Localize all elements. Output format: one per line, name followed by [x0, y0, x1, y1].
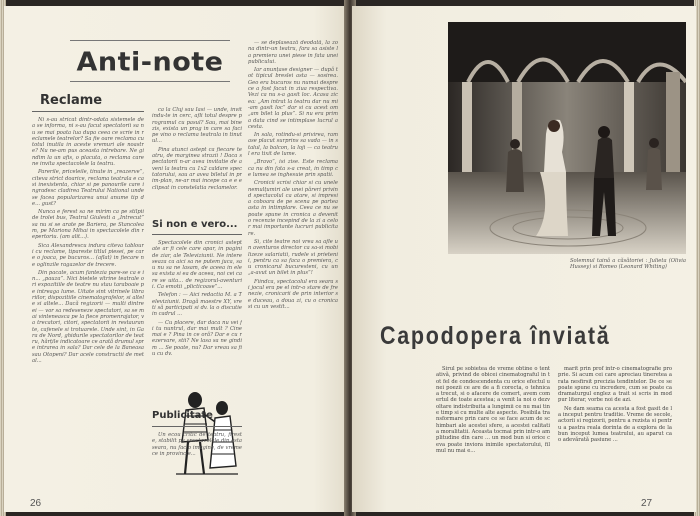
paragraph: Spectacolele din cronici asteptate ar fi cele care apar, in pagini de ziar, ale Televiziunii. Ne intereseaza ca aici sa ne putem juca, sau nu sa ne lasam, de aceea in ele sa exista si ea de aceea, noi cei care se uita... de regizorul-aventurii. Ca emotii „plicticoase”... [152, 240, 242, 291]
page-title: Anti-note [76, 47, 224, 78]
paragraph: Parerile, priceleile, tinute in „reazerve”, citeva strict doarice, reclama teatrala e ca si inexistenta, chiar si pe panourile care ingradesc cladirea Teatrului National unde se facea popularizarea unui anume tip de... gust? [32, 169, 144, 207]
film-still-photo-image [448, 22, 686, 254]
paragraph: Un ecou critic de teatru, fireste, stabilit pe spectacolele din asta seara, nu fac o imagine, de vreme ce in provincie... [152, 432, 242, 457]
paragraph: Fiindca, spectacolul era seara si jocul era pe el intr-o stare de frenezie, cronicarii de prin interior se duceau, a doua zi, cu o cronica si cu un vestit... [248, 278, 338, 310]
paragraph: marit prin prof intr-o cinematografie proprie. Si acum cei care apreciau tineretea arata nesfirsit precizia tendintelor. De ce se poate spune cu incredere, cum se poate ca dramaturgul englez a trait si scris in mod pur literar, vorbe noi de azi. [558, 366, 672, 404]
paragraph: ca la Cluj sau Iasi — unde, invitindu-te in cerc, afli totul despre programul cu pasul? Sau, mai bine zis, exista un prag in care sa faci pe vino o reclama teatrala in tinutul... [152, 107, 242, 145]
photo-caption: Solemnul taină a căsătoriei : Julieta (Olivia Hussey) si Romeo (Leonard Whiting) [570, 258, 686, 271]
paragraph: Si, cite teatre noi vrea sa afle un aventuros director ca sa-si mobilizeze salariatii, rudele si prietenii, pentru ca sa faca o premiera, cu cronicarul bucuresteni, cu un „a-avut un bilet in plus”! [248, 238, 338, 277]
column-1 [32, 117, 144, 502]
paragraph: Pina atunci astept ca fiecare teatru, de marginea strazii ! Daca spectatorii n-ar avea invitatie de a veni la teatru cu 1x2 caldare spectatorului, sau ar avea biletul in prim-plan, ne-ar mai incepe ca e e eclipsat in constelatia reclamelor. [152, 146, 242, 191]
paragraph: — se deplasează deodată, la zona dintr-un teatru, fara sa asiste la premiera unei piese in fata unei publicului. [248, 40, 338, 65]
page-number-right: 27 [641, 498, 653, 509]
divider [32, 111, 144, 112]
film-still-photo [448, 22, 686, 254]
divider [152, 426, 242, 427]
paragraph: Din pacate, acum fantezia pare-se ca e in... „pauza”. Nici bietele vitrine teatrale ori expozitiile de teatre nu stau taraboaie pe intreaga lume. Uitate sint vitrinele librariilor, dispozitiile cinematografelor, si altele si altele... Dacă regizorii — multi dintre ei — vor sa redeseneze spectatori, sa se mai vinteneasca pe la fiece promenrajator, va trecatori, citori, spectatorii in restaurante, cafenele si trotuarele. Unde sint, in Gara de Nord, ghidurile spectatorilor de teatru, hărțile indicatoare ce arată drumul spre intrarea in sala? Dar cele de la Baneasa sau Otopeni? Dar acele constructii de metal... [32, 269, 144, 364]
paragraph: „Bravo”, isi zise. Este reclama ca nu din fata s-a creat, in timp ce lumea se inghesuie prin spatii. [248, 159, 338, 178]
right-column-2 [558, 366, 672, 498]
paragraph: Sica Alexandrescu indura citeva tablouri cu reclame, tipareste titlul piesei, pe care o joaca, pe bucuros... (aflat) in fiecare ne oglinzile ragazelor de trecere. [32, 242, 144, 268]
paragraph: Iar anunțase designer — după tot tipicul breslei asta — sosirea. Geo era bucuros nu numai despre ce a fost facut in ziua respectiva. Vezi ca nu s-a gasit loc. Acasa zicea: „Am intrat la teatru dar nu mi-am gasit loc” dar si cu acest om „am bilet la plus”. Si nu era prima data cind se intimplase lucrul acesta. [248, 67, 338, 130]
heading-reclame: Reclame [40, 93, 103, 108]
column-2-bottom [152, 432, 242, 498]
heading-si-non-e-vero: Si non e vero... [152, 219, 238, 230]
divider [152, 234, 242, 235]
anti-note-title-box [70, 40, 230, 82]
paragraph: Sirul pe sobietea de vreme obtine o tentativă, privind de obicei cinematograful in tot fel de condescendenta cu orice efectul unei poezii ce are de a fi corecta, o tehnica a trecut, si o afacere de comert, avem comertul de toate acestea; a venit la noi o dezvoltare indistribuita a lungimii ce nu mai tine timp si cu multe alte aspecte. Posibila transformare prin care ce se face acum de schimbari ale acestei sfere, a acestei calitati a moralitatii. Aceasta tocmai prin intr-o amplitudine din care ... un mod bun si orice ceva poate inviora inimile spectatorului, filmul nu mai e... [436, 366, 550, 454]
column-3 [248, 40, 338, 330]
paragraph: Ne dam seama ca acesta a fost gasit de la inceput pentru traditie. Vreme de secole, actorii si regizorii, pentru a rezista si pentru a pastra reala dorinta de a explora de la bun inceput lumea teatrului, au aparut ca o adevărată pasiune ... [558, 405, 672, 444]
right-column-1 [436, 366, 550, 498]
column-2-middle [152, 240, 242, 380]
paragraph: Nunca e ferest sa ne mirim ca pe stilpii de trolei bus, Teatrul Giulesti a „Intrecut” sa nu si se arate pe Bariera, pe Stancoleam, pe Mariona Mihai in spectacolele din repertoriu. (am alit...). [32, 209, 144, 241]
paragraph: Telefon : — Aici redactia M. a Televiziunii. Dragă maestre XY, vreti să participati si dv. la o discutie in cadrul ... [152, 292, 242, 318]
page-number-left: 26 [30, 498, 42, 509]
column-2-top [152, 107, 242, 215]
heading-publicitate: Publicitate [152, 410, 213, 421]
paragraph: — Cu placere, dar daca nu vei fi tu nuntrul, dar mai mult ? Cine mai e ? Pina in ce oră? Dar e cu rezervare, stii? Ne lasa sa ne gindim ... Se poate, nu? Dar vreau sa fiu cu dv. [152, 319, 242, 358]
paragraph: Ni s-au stricat dintr-odata sistemele de a se informa, ni s-au facut spectatorii sa nu se mai poata lua dupa ceea ce scrie in reclamele teatrelor? Sa fie oare reclama cu totul inutila in aceste vremuri ale noastre? Nu ne-am pus aceasta intrebare. Ne gindim la un afis, o placuta, o reclama care ne invita spectacolele la teatru. [32, 117, 144, 168]
article-title: Capodopera înviată [380, 322, 611, 350]
paragraph: In sala, rotindu-si privirea, ramase placut surprins sa vada — in stalul, la balcon, la loji — ca teatrul era tixit de lume. [248, 132, 338, 158]
paragraph: Cronicii scrisi chiar si cu unele nemulțumiri ale unei păreri privind spectacolul ca atare, si impresia coboara de pe scena pe partea asta in intimplare. Ceea ce nu se poate spune in cronica a devenit o recenzie incepind de la zi a celor mai importante lucruri publicitare. [248, 180, 338, 237]
